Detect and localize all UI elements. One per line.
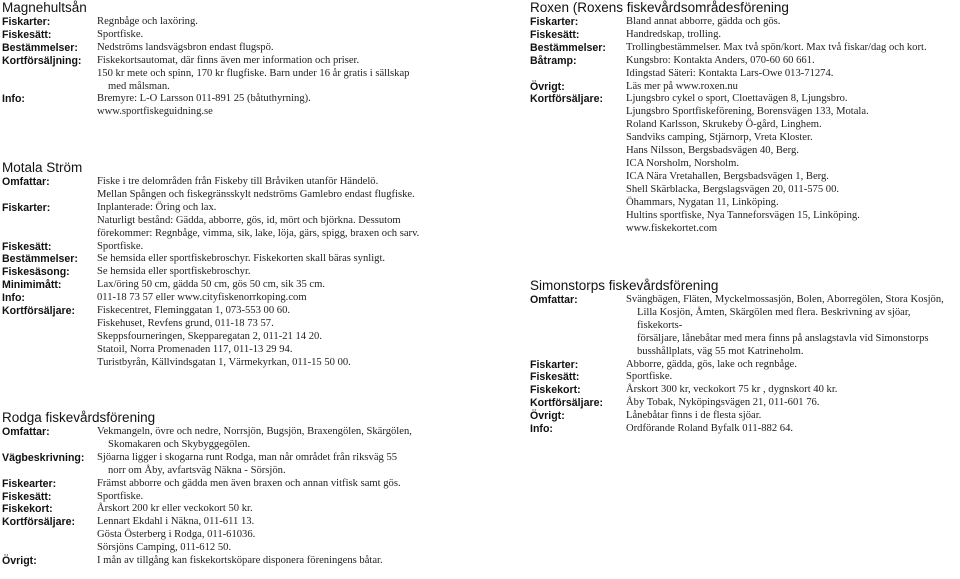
value-line: 150 kr mete och spinn, 170 kr flugfiske. Barn under 16 år gratis i sällskap <box>97 67 410 79</box>
value-line: Sportfiske. <box>626 371 673 383</box>
value-line: Främst abborre och gädda men även braxen och annan vitfisk samt gös. <box>97 477 401 489</box>
field-label: Bestämmelser: <box>530 41 606 54</box>
field-row-kortforsaljare <box>2 305 472 370</box>
field-row-fiskesatt <box>530 29 958 42</box>
section-title: Roxen (Roxens fiskevårdsområdesförening <box>530 0 789 15</box>
value-line: Se hemsida eller sportfiskebroschyr. Fiskekorten skall bäras synligt. <box>97 253 386 265</box>
field-row-fiskarter <box>530 16 958 29</box>
value-line: Kungsbro: Kontakta Anders, 070-60 60 661. <box>626 54 815 66</box>
field-label: Bestämmelser: <box>2 253 78 266</box>
value-line: Svängbägen, Fläten, Myckelmossasjön, Bolen, Aborregölen, Stora Kosjön, <box>626 294 944 305</box>
value-line: Fiske i tre delområden från Fiskeby till Bråviken utanför Händelö. <box>97 176 379 187</box>
field-value <box>626 423 793 436</box>
field-row-fiskarter <box>2 202 472 241</box>
field-row-fiskekort <box>530 384 958 397</box>
field-row-bestammelser <box>530 42 958 55</box>
section-title: Rodga fiskevårdsförening <box>2 410 156 425</box>
value-line: www.fiskekortet.com <box>626 222 718 234</box>
field-value <box>626 16 780 29</box>
value-line: Sportfiske. <box>97 28 144 40</box>
value-line: Fiskehuset, Revfens grund, 011-18 73 57. <box>97 317 274 329</box>
field-row-fiskearter <box>2 478 472 491</box>
section-title: Simonstorps fiskevårdsförening <box>530 278 719 293</box>
section-simonstorps-fiskevardsforening <box>530 278 958 436</box>
field-value <box>97 491 143 504</box>
field-label: Omfattar: <box>2 176 50 188</box>
field-value <box>97 279 325 292</box>
section-motala-strom <box>2 160 472 370</box>
section-magnehultsan <box>2 0 472 119</box>
section-title: Motala Ström <box>2 160 83 175</box>
field-row-fiskarter <box>2 16 472 29</box>
field-label: Vägbeskrivning: <box>2 451 85 464</box>
field-label: Info: <box>2 93 25 106</box>
field-label: Fiskesäsong: <box>2 266 70 279</box>
field-row-minimimatt <box>2 279 472 292</box>
value-line: Skomakaren och Skybyggegölen. <box>108 438 251 450</box>
field-value <box>626 93 869 235</box>
value-line: Handredskap, trolling. <box>626 28 722 40</box>
field-label: Info: <box>2 292 25 305</box>
field-row-fiskesatt <box>530 371 958 384</box>
value-line: försäljare, lånebåtar med mera finns på anslagstavla vid Simonstorps <box>637 332 929 344</box>
field-value <box>97 16 198 29</box>
section-rodga-fiskevardsforening <box>2 410 472 568</box>
value-line: Sjöarna ligger i skogarna runt Rodga, man når området från riksväg 55 <box>97 451 398 463</box>
field-value <box>97 478 401 491</box>
value-line: Åby Tobak, Nyköpingsvägen 21, 011-601 76. <box>626 397 820 409</box>
field-label: Fiskarter: <box>2 201 51 214</box>
value-line: förekommer: Regnbåge, vimma, sik, lake, löja, gärs, spigg, braxen och sarv. <box>97 227 420 239</box>
field-value <box>97 426 412 452</box>
value-line: Fiskekortsautomat, där finns även mer information och priser. <box>97 54 360 66</box>
value-line: Sörsjöns Camping, 011-612 50. <box>97 542 232 554</box>
value-line: Sportfiske. <box>97 490 144 502</box>
value-line: ICA Nära Vretahallen, Bergsbadsvägen 1, Berg. <box>626 170 829 182</box>
field-value <box>97 42 274 55</box>
field-row-fiskesatt <box>2 241 472 254</box>
field-label: Fiskesätt: <box>530 28 580 41</box>
value-line: Abborre, gädda, gös, lake och regnbåge. <box>626 358 797 370</box>
field-value <box>626 410 761 423</box>
field-row-ovrigt <box>530 410 958 423</box>
field-label: Övrigt: <box>530 410 565 423</box>
value-line: med målsman. <box>108 80 170 92</box>
field-value <box>97 241 143 254</box>
field-row-fiskesasong <box>2 266 472 279</box>
value-line: Ordförande Roland Byfalk 011-882 64. <box>626 423 794 435</box>
field-value <box>97 93 311 119</box>
value-line: Turistbyrån, Källvindsgatan 1, Värmekyrkan, 011-15 50 00. <box>97 356 351 368</box>
field-label: Fiskarter: <box>530 16 579 28</box>
field-label: Kortförsäljning: <box>2 54 82 67</box>
field-row-fiskarter <box>530 359 958 372</box>
value-line: busshållplats, väg 55 mot Katrineholm. <box>637 345 804 357</box>
value-line: Ljungsbro cykel o sport, Cloettavägen 8, Ljungsbro. <box>626 93 848 105</box>
field-value <box>97 253 385 266</box>
field-value <box>626 371 672 384</box>
field-row-fiskekort <box>2 503 472 516</box>
field-label: Kortförsäljare: <box>2 305 75 318</box>
value-line: Skeppsfourneringen, Skepparegatan 2, 011-21 14 20. <box>97 330 322 342</box>
field-label: Båtramp: <box>530 54 577 67</box>
field-value <box>97 55 409 94</box>
field-value <box>97 202 419 241</box>
field-row-omfattar <box>2 426 472 452</box>
field-row-kortforsaljare <box>530 397 958 410</box>
value-line: Nedströms landsvägsbron endast flugspö. <box>97 41 274 53</box>
field-label: Kortförsäljare: <box>2 516 75 529</box>
field-label: Minimimått: <box>2 279 62 292</box>
field-value <box>626 42 927 55</box>
field-row-omfattar <box>530 294 958 359</box>
field-label: Fiskekort: <box>530 384 581 397</box>
field-label: Övrigt: <box>530 80 565 93</box>
value-line: I mån av tillgång kan fiskekortsköpare disponera föreningens båtar. <box>97 555 383 567</box>
value-line: Lennart Ekdahl i Näkna, 011-611 13. <box>97 516 255 528</box>
field-row-fiskesatt <box>2 491 472 504</box>
value-line: Läs mer på www.roxen.nu <box>626 80 738 92</box>
field-label: Fiskesätt: <box>2 490 52 503</box>
section-title: Magnehultsån <box>2 0 87 15</box>
value-line: Bland annat abborre, gädda och gös. <box>626 16 781 27</box>
field-value <box>97 176 415 202</box>
field-value <box>626 81 738 94</box>
value-line: Lax/öring 50 cm, gädda 50 cm, gös 50 cm, sik 35 cm. <box>97 279 326 291</box>
value-line: Se hemsida eller sportfiskebroschyr. <box>97 266 251 278</box>
field-value <box>97 503 253 516</box>
field-label: Fiskarter: <box>530 358 579 371</box>
value-line: Idingstad Säteri: Kontakta Lars-Owe 013-71274. <box>626 67 834 79</box>
value-line: Sportfiske. <box>97 240 144 252</box>
value-line: 011-18 73 57 eller www.cityfiskenorrkoping.com <box>97 292 307 304</box>
field-label: Fiskearter: <box>2 477 57 490</box>
field-label: Kortförsäljare: <box>530 397 603 410</box>
value-line: Trollingbestämmelser. Max två spön/kort. Max två fiskar/dag och kort. <box>626 41 927 53</box>
value-line: Sandviks camping, Stjärnorp, Vreta Kloster. <box>626 132 813 144</box>
field-row-bestammelser <box>2 253 472 266</box>
value-line: Hultins sportfiske, Nya Tanneforsvägen 15, Linköping. <box>626 209 860 221</box>
field-row-info <box>2 292 472 305</box>
field-row-ovrigt <box>530 81 958 94</box>
value-line: Lilla Kosjön, Åmten, Skärgölen med flera. Beskrivning av sjöar, fiskekorts- <box>637 306 911 331</box>
value-line: Bremyre: L-O Larsson 011-891 25 (båtuthyrning). <box>97 93 311 105</box>
value-line: Hans Nilsson, Bergsbadsvägen 40, Berg. <box>626 145 799 157</box>
value-line: ICA Norsholm, Norsholm. <box>626 157 740 169</box>
field-label: Fiskesätt: <box>2 28 52 41</box>
field-value <box>97 292 307 305</box>
field-label: Fiskarter: <box>2 16 51 28</box>
value-line: Fiskecentret, Fleminggatan 1, 073-553 00 60. <box>97 305 291 317</box>
field-value <box>97 452 397 478</box>
field-row-bestammelser <box>2 42 472 55</box>
field-value <box>626 294 958 359</box>
field-label: Övrigt: <box>2 555 37 568</box>
field-value <box>97 266 251 279</box>
field-label: Omfattar: <box>530 294 578 306</box>
value-line: Årskort 300 kr, veckokort 75 kr , dygnskort 40 kr. <box>626 384 838 396</box>
field-value <box>626 55 833 81</box>
value-line: Inplanterade: Öring och lax. <box>97 201 217 213</box>
value-line: Roland Karlsson, Skrukeby Ö-gård, Linghem. <box>626 119 822 131</box>
value-line: Öhammars, Nygatan 11, Linköping. <box>626 196 779 208</box>
value-line: Naturligt bestånd: Gädda, abborre, gös, id, mört och björkna. Dessutom <box>97 214 401 226</box>
field-label: Fiskesätt: <box>2 240 52 253</box>
value-line: norr om Åby, avfartsväg Näkna - Sörsjön. <box>108 464 286 476</box>
value-line: Shell Skärblacka, Bergslagsvägen 20, 011-575 00. <box>626 183 840 195</box>
field-label: Omfattar: <box>2 426 50 438</box>
field-label: Fiskekort: <box>2 503 53 516</box>
field-label: Info: <box>530 423 553 436</box>
field-row-ovrigt <box>2 555 472 568</box>
value-line: Mellan Spången och fiskegränsskylt nedströms Gamlebro endast flugfiske. <box>97 188 415 200</box>
field-value <box>97 516 255 555</box>
field-value <box>626 29 721 42</box>
value-line: www.sportfiskeguidning.se <box>97 106 213 118</box>
field-label: Kortförsäljare: <box>530 93 603 106</box>
field-row-kortforsaljning <box>2 55 472 94</box>
field-row-kortforsaljare <box>530 93 958 235</box>
field-row-batramp <box>530 55 958 81</box>
value-line: Gösta Österberg i Rodga, 011-61036. <box>97 529 256 541</box>
field-row-info <box>530 423 958 436</box>
value-line: Vekmangeln, övre och nedre, Norrsjön, Bugsjön, Braxengölen, Skärgölen, <box>97 426 412 437</box>
field-label: Fiskesätt: <box>530 371 580 384</box>
field-value <box>97 555 383 568</box>
value-line: Regnbåge och laxöring. <box>97 16 198 27</box>
field-value <box>626 384 837 397</box>
value-line: Statoil, Norra Promenaden 117, 011-13 29 94. <box>97 343 293 355</box>
value-line: Årskort 200 kr eller veckokort 50 kr. <box>97 503 253 515</box>
field-value <box>626 359 797 372</box>
field-label: Bestämmelser: <box>2 41 78 54</box>
field-value <box>626 397 819 410</box>
field-value <box>97 305 351 370</box>
value-line: Ljungsbro Sportfiskeförening, Borensvägen 133, Motala. <box>626 106 869 118</box>
field-row-info <box>2 93 472 119</box>
value-line: Lånebåtar finns i de flesta sjöar. <box>626 410 762 422</box>
field-row-vagbeskrivning <box>2 452 472 478</box>
field-value <box>97 29 143 42</box>
field-row-fiskesatt <box>2 29 472 42</box>
field-row-omfattar <box>2 176 472 202</box>
section-roxen <box>530 0 958 235</box>
field-row-kortforsaljare <box>2 516 472 555</box>
